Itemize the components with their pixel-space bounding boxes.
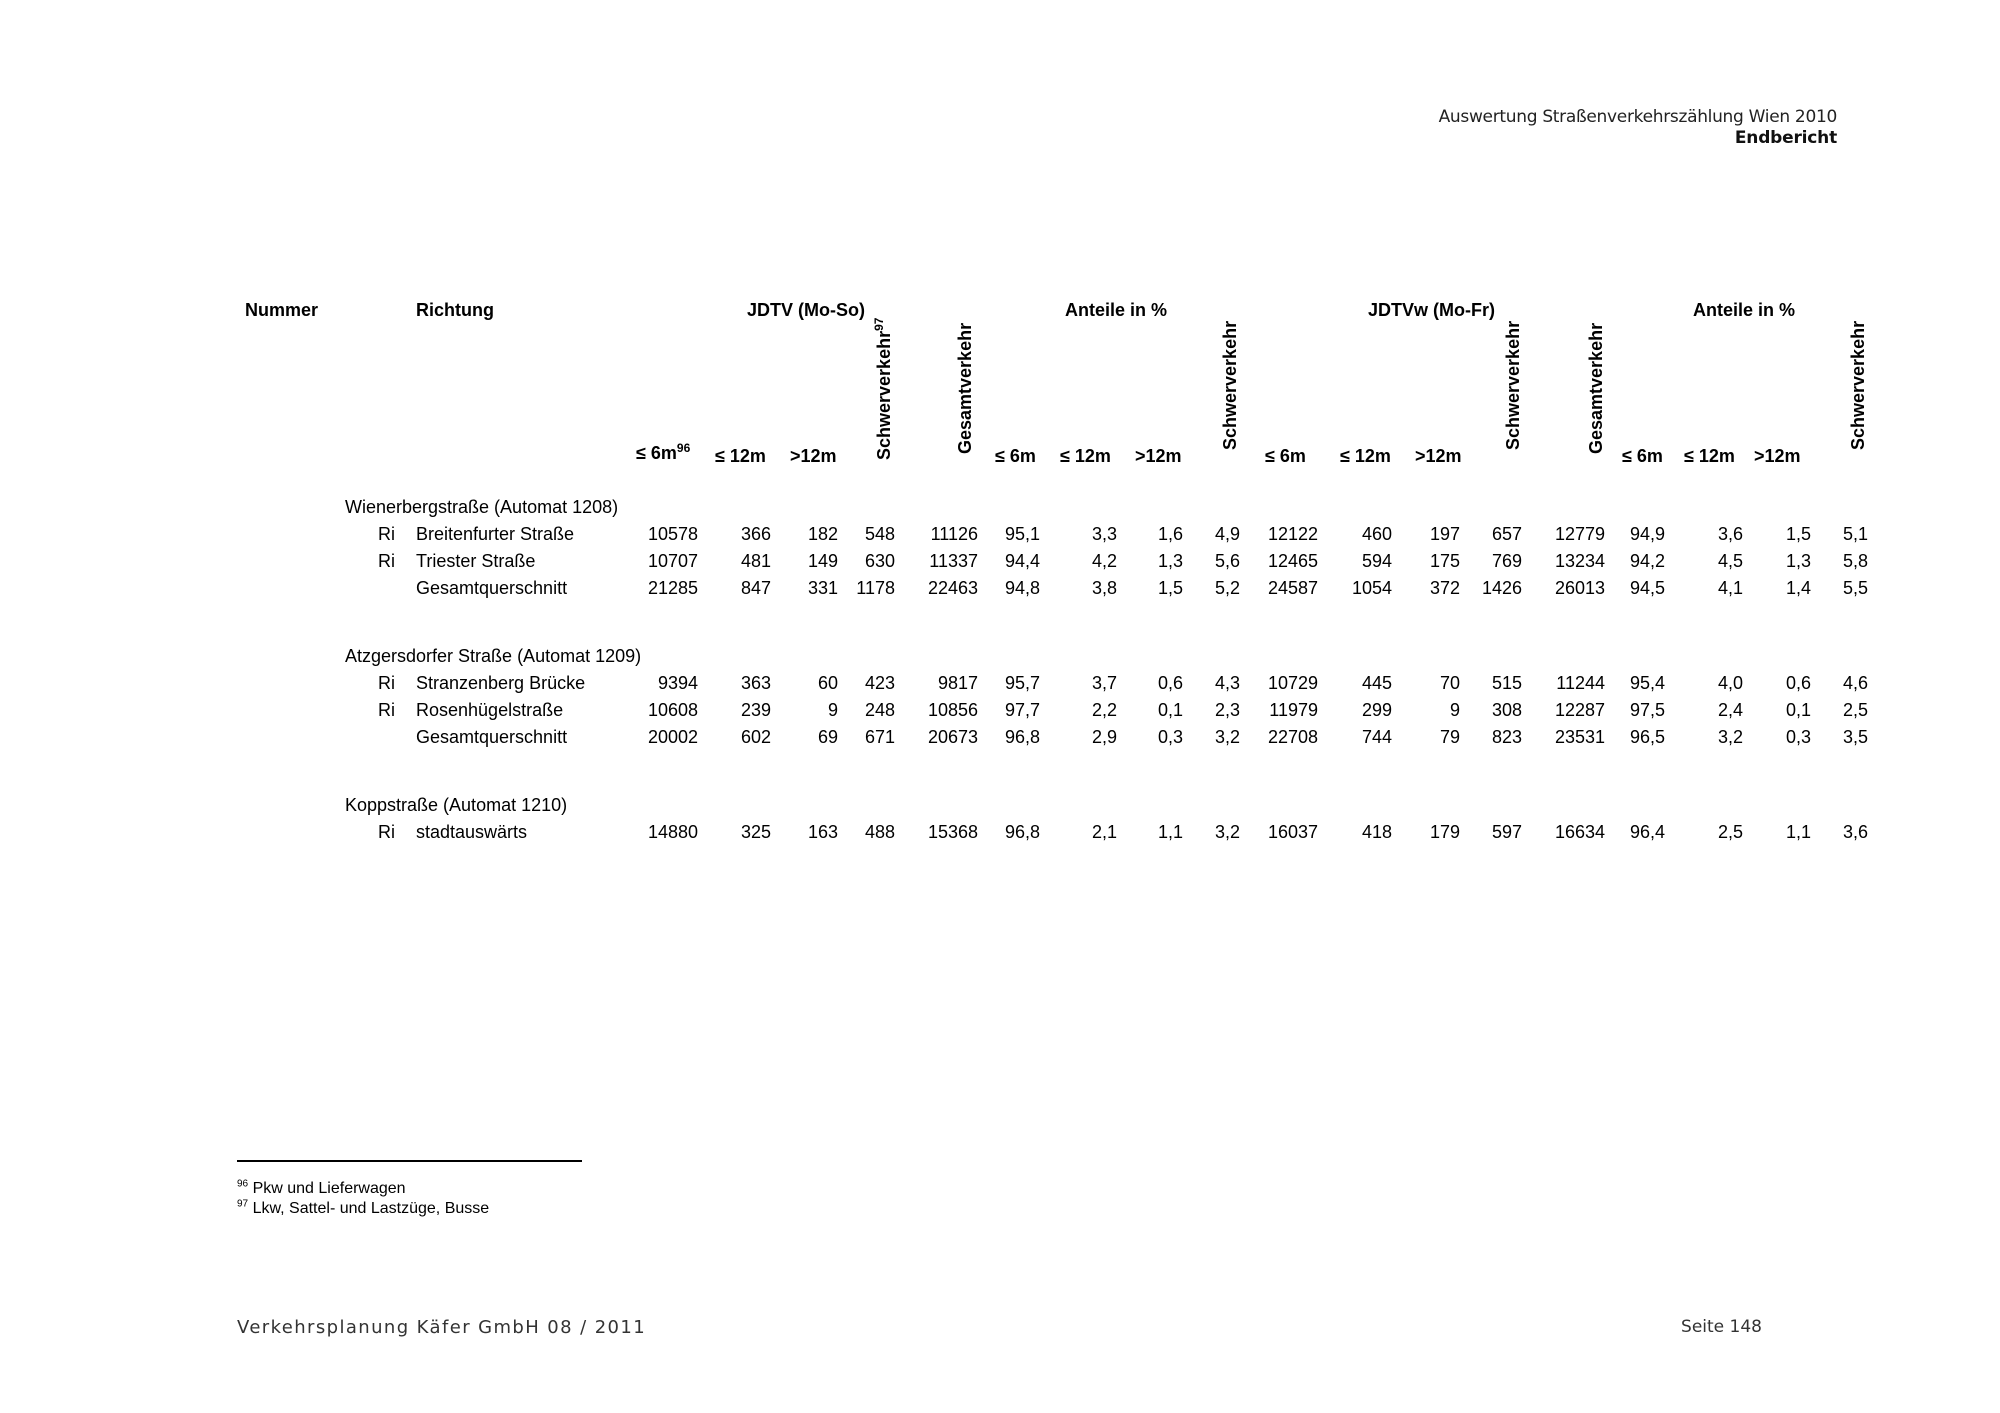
table-cell: 94,2 [1629, 551, 1665, 571]
col-nummer: Nummer [245, 300, 319, 320]
table-cell: 3,2 [1214, 822, 1240, 842]
table-cell: 308 [1491, 700, 1522, 720]
table-cell: 23531 [1554, 727, 1605, 747]
table-cell: 13234 [1554, 551, 1605, 571]
col-schwerverkehr-1-label: Schwerverkehr [874, 330, 894, 460]
table-cell: 671 [864, 727, 895, 747]
row-name: Gesamtquerschnitt [416, 727, 568, 747]
table-cell: 3,8 [1091, 578, 1117, 598]
table-cell: 1,5 [1157, 578, 1183, 598]
table-cell: 2,5 [1842, 700, 1868, 720]
row-direction: Ri [378, 822, 395, 842]
table-cell: 1,3 [1785, 551, 1811, 571]
table-cell: 331 [807, 578, 838, 598]
row-name: Triester Straße [416, 551, 536, 571]
table-cell: 5,5 [1842, 578, 1868, 598]
table-cell: 96,8 [1004, 727, 1040, 747]
footnote-ref-96: 96 [676, 441, 691, 455]
table-cell: 248 [864, 700, 895, 720]
table-row [0, 700, 2000, 726]
table-cell: 95,1 [1004, 524, 1040, 544]
table-cell: 70 [1439, 673, 1460, 693]
table-cell: 20673 [927, 727, 978, 747]
row-direction: Ri [378, 551, 395, 571]
table-row [0, 578, 2000, 604]
table-cell: 20002 [647, 727, 698, 747]
table-cell: 5,1 [1842, 524, 1868, 544]
table-cell: 9 [827, 700, 838, 720]
table-cell: 96,5 [1629, 727, 1665, 747]
col-schwerverkehr-4: Schwerverkehr [1848, 320, 1868, 450]
table-cell: 11979 [1269, 700, 1318, 720]
table-cell: 363 [740, 673, 771, 693]
table-cell: 1178 [856, 578, 895, 598]
table-cell: 11244 [1556, 673, 1605, 693]
row-direction: Ri [378, 700, 395, 720]
table-cell: 22708 [1267, 727, 1318, 747]
table-cell: 94,9 [1629, 524, 1665, 544]
table-cell: 3,6 [1717, 524, 1743, 544]
table-cell: 12122 [1267, 524, 1318, 544]
group-title: Wienerbergstraße (Automat 1208) [345, 497, 619, 517]
table-cell: 1,6 [1157, 524, 1183, 544]
table-cell: 548 [864, 524, 895, 544]
table-cell: 5,6 [1214, 551, 1240, 571]
col-schwerverkehr-3: Schwerverkehr [1503, 320, 1523, 450]
table-cell: 10856 [927, 700, 978, 720]
table-cell: 4,3 [1214, 673, 1240, 693]
document-subtitle: Endbericht [1734, 128, 1837, 148]
table-cell: 823 [1491, 727, 1522, 747]
table-cell: 94,8 [1004, 578, 1040, 598]
row-direction: Ri [378, 673, 395, 693]
group-title: Koppstraße (Automat 1210) [345, 795, 568, 815]
table-cell: 1,1 [1157, 822, 1183, 842]
table-cell: 10729 [1267, 673, 1318, 693]
table-cell: 2,4 [1717, 700, 1743, 720]
footer-company: Verkehrsplanung Käfer GmbH 08 / 2011 [237, 1317, 647, 1338]
table-cell: 12465 [1267, 551, 1318, 571]
table-cell: 16037 [1267, 822, 1318, 842]
table-cell: 79 [1439, 727, 1460, 747]
col-le6m-4: ≤ 6m [1622, 446, 1663, 466]
table-cell: 2,9 [1091, 727, 1117, 747]
footnote-divider [237, 1160, 582, 1162]
row-name: Breitenfurter Straße [416, 524, 575, 544]
table-cell: 769 [1491, 551, 1522, 571]
table-cell: 97,7 [1004, 700, 1040, 720]
table-cell: 1,3 [1157, 551, 1183, 571]
table-cell: 94,4 [1004, 551, 1040, 571]
document-title: Auswertung Straßenverkehrszählung Wien 2010 [1438, 107, 1837, 127]
table-cell: 96,4 [1629, 822, 1665, 842]
table-cell: 97,5 [1629, 700, 1665, 720]
table-cell: 594 [1361, 551, 1392, 571]
table-cell: 0,6 [1157, 673, 1183, 693]
table-cell: 3,6 [1842, 822, 1868, 842]
col-le6m-2: ≤ 6m [995, 446, 1036, 466]
col-jdtvw: JDTVw (Mo-Fr) [1368, 300, 1495, 320]
col-le6m-1-label: ≤ 6m [636, 443, 677, 463]
table-cell: 2,1 [1091, 822, 1117, 842]
table-cell: 95,7 [1004, 673, 1040, 693]
table-cell: 94,5 [1629, 578, 1665, 598]
table-cell: 2,2 [1091, 700, 1117, 720]
table-cell: 26013 [1554, 578, 1605, 598]
table-cell: 3,2 [1717, 727, 1743, 747]
table-cell: 4,1 [1717, 578, 1743, 598]
table-cell: 95,4 [1629, 673, 1665, 693]
col-gt12m-4: >12m [1754, 446, 1801, 466]
col-jdtv: JDTV (Mo-So) [747, 300, 865, 320]
table-row [0, 551, 2000, 577]
row-name: stadtauswärts [416, 822, 528, 842]
table-cell: 14880 [647, 822, 698, 842]
table-cell: 630 [864, 551, 895, 571]
table-cell: 16634 [1554, 822, 1605, 842]
table-cell: 0,1 [1785, 700, 1811, 720]
col-gesamtverkehr-2: Gesamtverkehr [1586, 322, 1606, 454]
table-cell: 21285 [647, 578, 698, 598]
table-cell: 15368 [927, 822, 978, 842]
table-cell: 182 [807, 524, 838, 544]
col-le6m-1 [636, 443, 690, 464]
table-cell: 10578 [647, 524, 698, 544]
footnote-97 [237, 1200, 489, 1218]
table-row [0, 524, 2000, 550]
table-cell: 602 [740, 727, 771, 747]
col-gt12m-3: >12m [1415, 446, 1462, 466]
table-cell: 149 [807, 551, 838, 571]
table-row [0, 822, 2000, 848]
table-cell: 9 [1449, 700, 1460, 720]
col-gt12m-1: >12m [790, 446, 837, 466]
table-cell: 1,5 [1785, 524, 1811, 544]
table-cell: 179 [1429, 822, 1460, 842]
col-le12m-3: ≤ 12m [1340, 446, 1391, 466]
table-cell: 4,5 [1717, 551, 1743, 571]
table-cell: 657 [1491, 524, 1522, 544]
table-cell: 3,5 [1842, 727, 1868, 747]
table-cell: 197 [1429, 524, 1460, 544]
footnote-number: 97 [237, 1198, 249, 1210]
table-cell: 10707 [647, 551, 698, 571]
footnote-number: 96 [237, 1178, 249, 1190]
table-cell: 9817 [937, 673, 978, 693]
col-anteile-2: Anteile in % [1693, 300, 1796, 320]
table-cell: 69 [817, 727, 838, 747]
table-cell: 5,8 [1842, 551, 1868, 571]
col-gt12m-2: >12m [1135, 446, 1182, 466]
row-name: Rosenhügelstraße [416, 700, 564, 720]
row-direction: Ri [378, 524, 395, 544]
table-cell: 1,4 [1785, 578, 1811, 598]
table-cell: 2,5 [1717, 822, 1743, 842]
table-cell: 5,2 [1214, 578, 1240, 598]
row-name: Stranzenberg Brücke [416, 673, 586, 693]
footnote-96 [237, 1180, 406, 1198]
table-cell: 3,2 [1214, 727, 1240, 747]
table-cell: 488 [864, 822, 895, 842]
table-cell: 4,0 [1717, 673, 1743, 693]
table-cell: 4,2 [1091, 551, 1117, 571]
table-cell: 60 [817, 673, 838, 693]
group-title: Atzgersdorfer Straße (Automat 1209) [345, 646, 642, 666]
table-cell: 175 [1429, 551, 1460, 571]
row-name: Gesamtquerschnitt [416, 578, 568, 598]
table-cell: 22463 [927, 578, 978, 598]
table-cell: 24587 [1267, 578, 1318, 598]
page-number: Seite 148 [1681, 1317, 1762, 1337]
table-cell: 0,3 [1785, 727, 1811, 747]
table-cell: 12779 [1554, 524, 1605, 544]
table-cell: 12287 [1554, 700, 1605, 720]
table-cell: 4,6 [1842, 673, 1868, 693]
table-cell: 744 [1361, 727, 1392, 747]
table-cell: 418 [1361, 822, 1392, 842]
table-cell: 515 [1491, 673, 1522, 693]
table-cell: 372 [1429, 578, 1460, 598]
table-cell: 325 [740, 822, 771, 842]
table-row [0, 673, 2000, 699]
table-cell: 3,7 [1091, 673, 1117, 693]
table-cell: 10608 [647, 700, 698, 720]
table-cell: 0,6 [1785, 673, 1811, 693]
table-cell: 11126 [930, 524, 978, 544]
col-schwerverkehr-2: Schwerverkehr [1220, 320, 1240, 450]
table-cell: 445 [1361, 673, 1392, 693]
footnote-text: Lkw, Sattel- und Lastzüge, Busse [252, 1200, 490, 1217]
table-cell: 423 [864, 673, 895, 693]
col-richtung: Richtung [416, 300, 494, 320]
table-cell: 9394 [657, 673, 698, 693]
table-cell: 2,3 [1214, 700, 1240, 720]
table-cell: 11337 [929, 551, 978, 571]
table-cell: 299 [1361, 700, 1392, 720]
table-cell: 481 [740, 551, 771, 571]
table-cell: 0,1 [1157, 700, 1183, 720]
table-cell: 1,1 [1785, 822, 1811, 842]
col-le12m-4: ≤ 12m [1684, 446, 1735, 466]
table-cell: 3,3 [1091, 524, 1117, 544]
table-cell: 597 [1491, 822, 1522, 842]
table-cell: 1426 [1481, 578, 1522, 598]
footnote-ref-97: 97 [872, 317, 886, 331]
table-cell: 239 [740, 700, 771, 720]
table-row [0, 727, 2000, 753]
table-cell: 0,3 [1157, 727, 1183, 747]
table-cell: 4,9 [1214, 524, 1240, 544]
footnote-text: Pkw und Lieferwagen [252, 1180, 406, 1197]
col-le12m-2: ≤ 12m [1060, 446, 1111, 466]
table-cell: 163 [807, 822, 838, 842]
col-le12m-1: ≤ 12m [715, 446, 766, 466]
col-le6m-3: ≤ 6m [1265, 446, 1306, 466]
table-cell: 366 [740, 524, 771, 544]
col-gesamtverkehr-1: Gesamtverkehr [955, 322, 975, 454]
col-anteile-1: Anteile in % [1065, 300, 1168, 320]
table-cell: 460 [1361, 524, 1392, 544]
col-schwerverkehr-1 [874, 318, 895, 460]
table-cell: 847 [740, 578, 771, 598]
table-cell: 96,8 [1004, 822, 1040, 842]
table-cell: 1054 [1351, 578, 1392, 598]
